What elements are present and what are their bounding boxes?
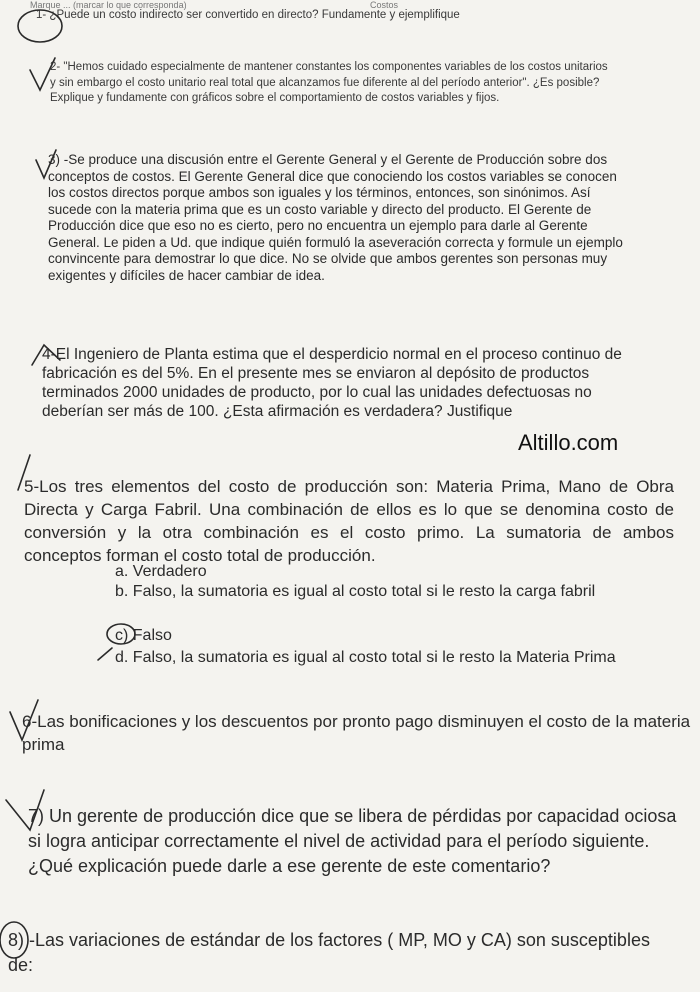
- question-2: [50, 60, 615, 107]
- header-center: Costos: [370, 0, 399, 10]
- question-7: [28, 804, 688, 879]
- watermark: Altillo.com: [518, 430, 619, 455]
- question-8: [8, 928, 658, 978]
- question-5-text: 5-Los tres elementos del costo de producción son: Materia Prima, Mano de Obra Directa y Carga Fabril. Una combinación de ellos es lo que se denomina costo de conversión y la otra combinación es el costo primo. La sumatoria de ambos conceptos forman el costo total de producción.: [24, 477, 674, 565]
- question-5: [24, 475, 674, 567]
- question-2-text: 2- "Hemos cuidado especialmente de mantener constantes los componentes variables de los costos unitarios y sin embargo el costo unitario real total que alcanzamos fue diferente al del período anterior". ¿Es posible? Explique y fundamente con gráficos sobre el comportamiento de costos variables y fijos.: [50, 61, 608, 104]
- question-6: [22, 710, 692, 756]
- option-d: d. Falso, la sumatoria es igual al costo total si le resto la Materia Prima: [115, 649, 616, 666]
- option-a: a. Verdadero: [115, 563, 207, 580]
- question-3-text: 3) -Se produce una discusión entre el Gerente General y el Gerente de Producción sobre dos conceptos de costos. El Gerente General dice que conociendo los costos variables se conocen los costos directos porque ambos son iguales y los términos, entonces, son sinónimos. Así sucede con la materia prima que es un costo variable y directo del producto. El Gerente de Producción dice que eso no es cierto, pero no encuentra un ejemplo para darle al Gerente General. Le piden a Ud. que indique quién formuló la aseveración correcta y formule un ejemplo convincente para demostrar lo que dice. No se olvide que ambos gerentes son personas muy exigentes y difíciles de hacer cambiar de idea.: [48, 152, 623, 283]
- question-4-text: 4-El Ingeniero de Planta estima que el desperdicio normal en el proceso continuo de fabricación es del 5%. En el presente mes se enviaron al depósito de productos terminados 2000 unidades de producto, por lo cual las unidades defectuosas no deberían ser más de 100. ¿Esta afirmación es verdadera? Justifique: [42, 346, 622, 420]
- question-1: [36, 8, 626, 24]
- option-b: b. Falso, la sumatoria es igual al costo total si le resto la carga fabril: [115, 583, 596, 600]
- option-c: c) Falso: [115, 627, 172, 644]
- question-4: [42, 345, 632, 421]
- question-8-text: 8) -Las variaciones de estándar de los factores ( MP, MO y CA) son susceptibles de:: [8, 930, 650, 975]
- question-6-text: 6-Las bonificaciones y los descuentos por pronto pago disminuyen el costo de la materia prima: [22, 712, 691, 754]
- question-3: [48, 152, 623, 284]
- header-left: Marque ... (marcar lo que corresponda): [30, 0, 187, 10]
- question-7-text: 7) Un gerente de producción dice que se libera de pérdidas por capacidad ociosa si logra anticipar correctamente el nivel de actividad para el período siguiente. ¿Qué explicación puede darle a ese gerente de este comentario?: [28, 806, 677, 876]
- question-1-text: 1- ¿Puede un costo indirecto ser convertido en directo? Fundamente y ejemplifique: [36, 9, 460, 21]
